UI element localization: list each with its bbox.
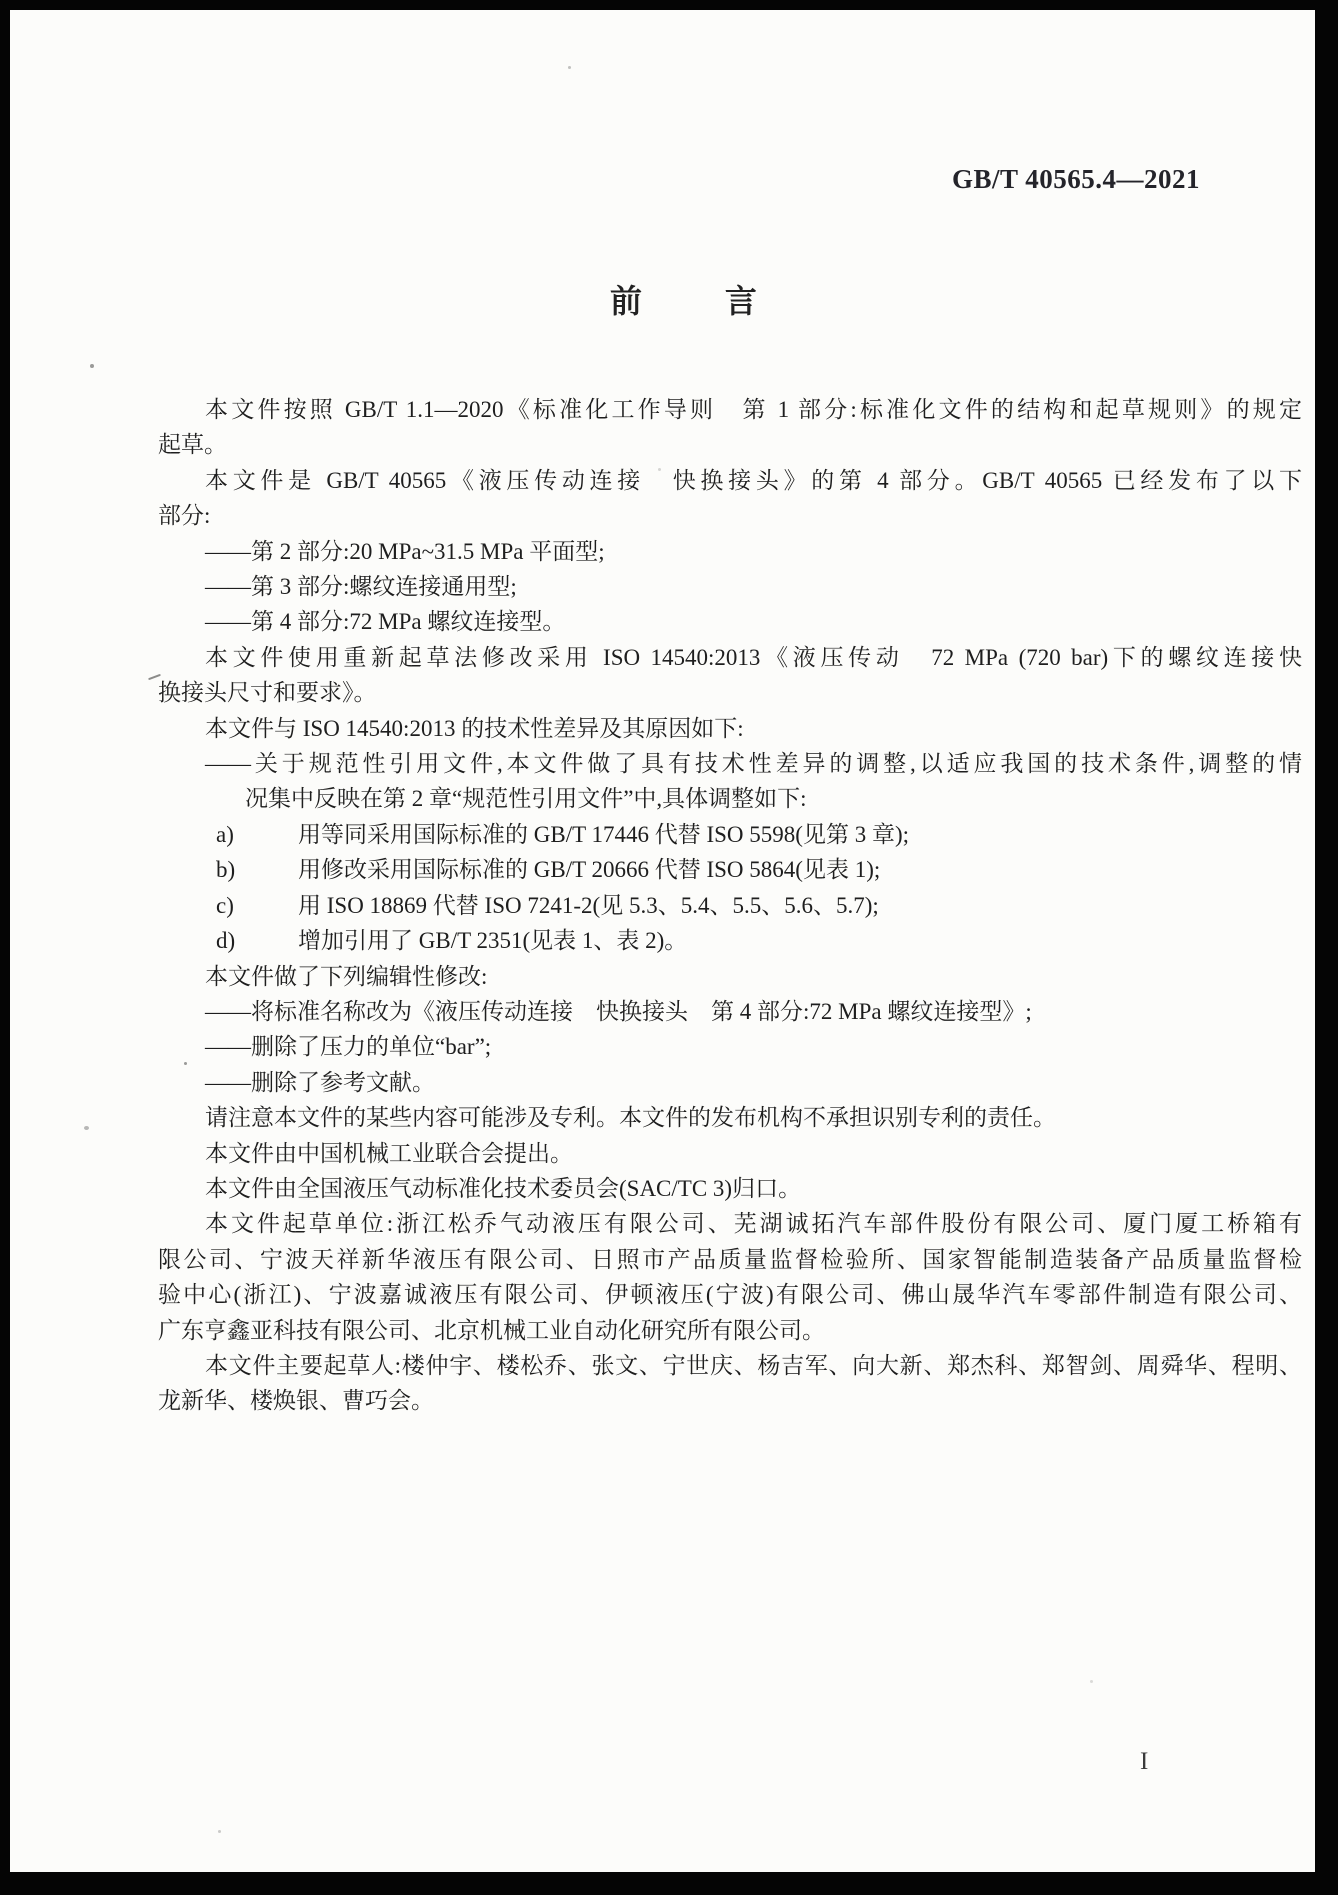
text-line: 广东亨鑫亚科技有限公司、北京机械工业自动化研究所有限公司。 — [158, 1317, 825, 1343]
text-line: 龙新华、楼焕银、曹巧会。 — [158, 1388, 434, 1414]
list-item-text: 用 ISO 18869 代替 ISO 7241-2(见 5.3、5.4、5.5、5.6、5.7); — [298, 892, 879, 918]
text-line: 部分: — [158, 503, 211, 529]
scan-speck — [84, 1126, 89, 1130]
text-line: 本文件使用重新起草法修改采用 ISO 14540:2013《液压传动 72 MPa (720 bar)下的螺纹连接快 — [205, 644, 1302, 670]
scan-speck — [568, 66, 571, 69]
text-line: ——删除了参考文献。 — [205, 1069, 435, 1095]
text-line: 本文件主要起草人:楼仲宇、楼松乔、张文、宁世庆、杨吉军、向大新、郑杰科、郑智剑、周舜华、程明、 — [205, 1352, 1302, 1378]
foreword-title — [610, 276, 757, 322]
text-line: ——第 3 部分:螺纹连接通用型; — [205, 574, 517, 600]
text-line: 本文件与 ISO 14540:2013 的技术性差异及其原因如下: — [205, 715, 744, 741]
text-line: ——删除了压力的单位“bar”; — [205, 1034, 492, 1060]
scan-speck — [184, 1062, 187, 1065]
text-line: ——将标准名称改为《液压传动连接 快换接头 第 4 部分:72 MPa 螺纹连接型》; — [205, 998, 1032, 1024]
text-line: 本文件由中国机械工业联合会提出。 — [205, 1140, 573, 1166]
text-line — [158, 888, 1302, 923]
text-line: ——第 2 部分:20 MPa~31.5 MPa 平面型; — [205, 538, 605, 564]
list-item-text: 增加引用了 GB/T 2351(见表 1、表 2)。 — [298, 928, 688, 954]
text-line: 本文件做了下列编辑性修改: — [205, 963, 488, 989]
scan-speck — [1090, 1680, 1093, 1683]
text-line — [158, 923, 1302, 958]
list-item-label: c) — [216, 892, 234, 918]
text-line: 起草。 — [158, 432, 227, 458]
standard-number: GB/T 40565.4—2021 — [951, 164, 1200, 194]
text-line — [158, 817, 1302, 852]
text-line: 本文件起草单位:浙江松乔气动液压有限公司、芜湖诚拓汽车部件股份有限公司、厦门厦工桥箱有 — [205, 1211, 1302, 1237]
list-item-text: 用修改采用国际标准的 GB/T 20666 代替 ISO 5864(见表 1); — [298, 857, 881, 883]
scan-speck — [218, 1830, 221, 1833]
foreword-title-char2: 言 — [724, 283, 757, 319]
scan-speck — [90, 364, 94, 368]
text-line: 本文件由全国液压气动标准化技术委员会(SAC/TC 3)归口。 — [205, 1175, 802, 1201]
foreword-body — [158, 392, 1302, 1419]
text-line: 本文件按照 GB/T 1.1—2020《标准化工作导则 第 1 部分:标准化文件的结构和起草规则》的规定 — [205, 397, 1302, 422]
foreword-title-char1: 前 — [610, 283, 643, 319]
text-line: ——关于规范性引用文件,本文件做了具有技术性差异的调整,以适应我国的技术条件,调整的情 — [205, 751, 1302, 777]
page-number: I — [1140, 1748, 1149, 1775]
list-item-label: b) — [216, 857, 236, 883]
list-item-label: d) — [216, 928, 236, 954]
scan-speck — [658, 468, 661, 471]
text-line: 限公司、宁波天祥新华液压有限公司、日照市产品质量监督检验所、国家智能制造装备产品质量监督检 — [158, 1246, 1302, 1272]
text-line: 换接头尺寸和要求》。 — [158, 680, 377, 706]
list-item-label: a) — [216, 821, 234, 847]
document-page — [10, 10, 1315, 1872]
text-line: 验中心(浙江)、宁波嘉诚液压有限公司、伊顿液压(宁波)有限公司、佛山晟华汽车零部件制造有限公司、 — [158, 1282, 1302, 1308]
text-line: 本文件是 GB/T 40565《液压传动连接 快换接头》的第 4 部分。GB/T 40565 已经发布了以下 — [205, 467, 1302, 493]
text-line: 况集中反映在第 2 章“规范性引用文件”中,具体调整如下: — [245, 786, 807, 812]
list-item-text: 用等同采用国际标准的 GB/T 17446 代替 ISO 5598(见第 3 章); — [298, 821, 909, 847]
text-line: 请注意本文件的某些内容可能涉及专利。本文件的发布机构不承担识别专利的责任。 — [205, 1105, 1056, 1131]
text-line — [158, 852, 1302, 887]
text-line: ——第 4 部分:72 MPa 螺纹连接型。 — [205, 609, 566, 635]
